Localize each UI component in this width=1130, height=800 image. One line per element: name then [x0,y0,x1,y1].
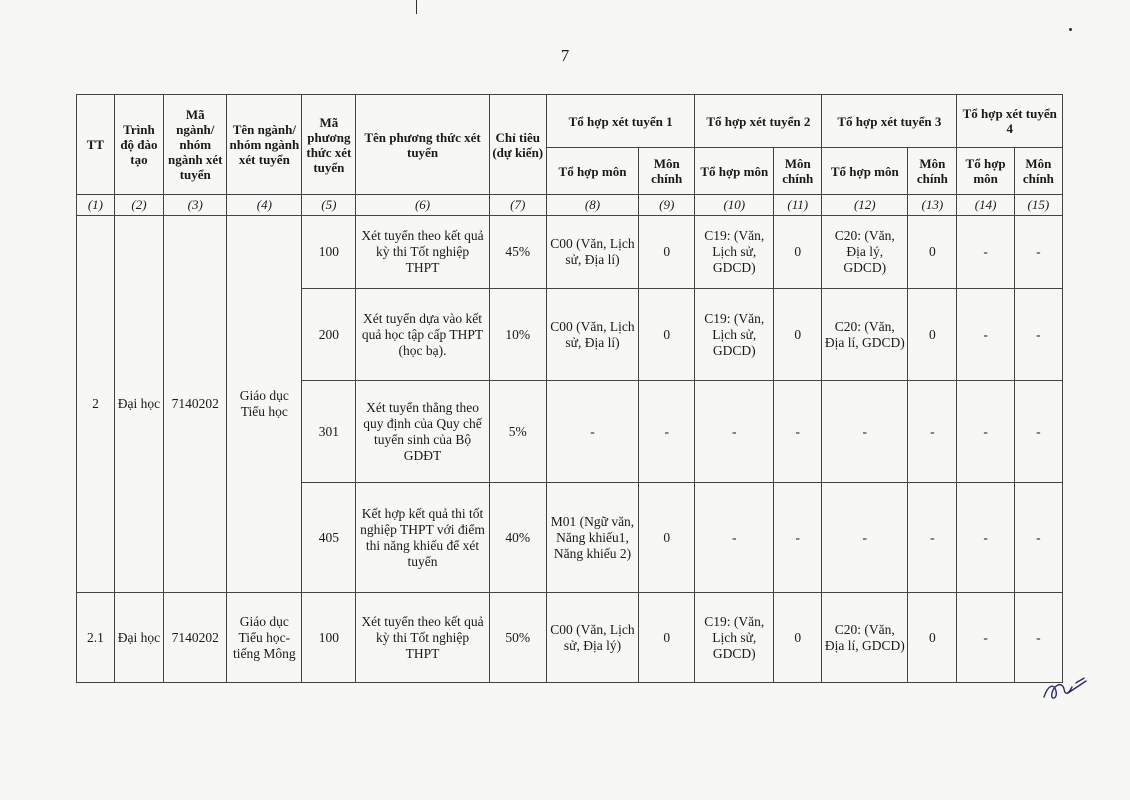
admission-table [76,94,1063,683]
cell-to-hop-mon: C20: (Văn, Địa lí, GDCD) [822,593,908,683]
cell-to-hop-mon: - [957,483,1014,593]
cell-to-hop-mon: - [546,381,638,483]
cell-mon-chinh: 0 [639,593,695,683]
cell-tt: 2.1 [77,593,115,683]
cell-trinh-do: Đại học [114,216,163,593]
cell-mon-chinh: 0 [908,593,957,683]
cell-ten-phuong-thuc: Kết hợp kết quả thi tốt nghiệp THPT với điểm thi năng khiếu để xét tuyển [356,483,489,593]
cell-ma-phuong-thuc: 100 [302,216,356,289]
cell-ten-nganh: Giáo dục Tiểu học- tiếng Mông [227,593,302,683]
column-index: (4) [227,195,302,216]
column-index: (15) [1014,195,1062,216]
header-to-hop-mon-2: Tổ hợp môn [695,148,774,195]
cell-to-hop-mon: - [957,593,1014,683]
cell-mon-chinh: - [774,381,822,483]
cell-to-hop-mon: - [957,381,1014,483]
header-to-hop-mon-4: Tổ hợp môn [957,148,1014,195]
cell-chi-tieu: 45% [489,216,546,289]
cell-to-hop-mon: - [957,216,1014,289]
column-index: (10) [695,195,774,216]
column-index: (8) [546,195,638,216]
cell-ten-phuong-thuc: Xét tuyển thẳng theo quy định của Quy chế tuyển sinh của Bộ GDĐT [356,381,489,483]
page-number: 7 [560,46,570,65]
header-to-hop-1: Tổ hợp xét tuyển 1 [546,95,694,148]
column-index: (11) [774,195,822,216]
cell-to-hop-mon: C20: (Văn, Địa lí, GDCD) [822,289,908,381]
cell-to-hop-mon: C19: (Văn, Lịch sử, GDCD) [695,289,774,381]
cell-ma-nganh: 7140202 [164,216,227,593]
cell-mon-chinh: 0 [639,483,695,593]
cell-tt: 2 [77,216,115,593]
header-ma-nganh: Mã ngành/ nhóm ngành xét tuyển [164,95,227,195]
cell-to-hop-mon: - [695,381,774,483]
header-to-hop-mon-1: Tổ hợp môn [546,148,638,195]
cell-mon-chinh: 0 [908,289,957,381]
cell-mon-chinh: - [908,483,957,593]
column-index: (9) [639,195,695,216]
cell-to-hop-mon: - [822,483,908,593]
cell-mon-chinh: - [1014,381,1062,483]
cell-mon-chinh: 0 [908,216,957,289]
cell-mon-chinh: 0 [639,216,695,289]
cell-ma-phuong-thuc: 100 [302,593,356,683]
cell-to-hop-mon: C00 (Văn, Lịch sử, Địa lí) [546,289,638,381]
column-index: (3) [164,195,227,216]
column-index: (14) [957,195,1014,216]
cell-ma-phuong-thuc: 405 [302,483,356,593]
cell-to-hop-mon: - [957,289,1014,381]
cell-ten-nganh: Giáo dục Tiểu học [227,216,302,593]
scan-dot [1069,28,1072,31]
header-ma-phuong-thuc: Mã phương thức xét tuyển [302,95,356,195]
cell-ten-phuong-thuc: Xét tuyển theo kết quả kỳ thi Tốt nghiệp THPT [356,216,489,289]
header-trinh-do: Trình độ đào tạo [114,95,163,195]
column-index: (1) [77,195,115,216]
column-index-row [77,195,1063,216]
cell-to-hop-mon: C19: (Văn, Lịch sử, GDCD) [695,593,774,683]
cell-trinh-do: Đại học [114,593,163,683]
cell-mon-chinh: - [639,381,695,483]
cell-mon-chinh: 0 [774,289,822,381]
cell-chi-tieu: 5% [489,381,546,483]
cell-ma-nganh: 7140202 [164,593,227,683]
header-to-hop-mon-3: Tổ hợp môn [822,148,908,195]
cell-chi-tieu: 40% [489,483,546,593]
header-to-hop-4: Tổ hợp xét tuyển 4 [957,95,1063,148]
cell-mon-chinh: - [1014,216,1062,289]
column-index: (13) [908,195,957,216]
header-mon-chinh-4: Môn chính [1014,148,1062,195]
cell-mon-chinh: - [774,483,822,593]
header-mon-chinh-2: Môn chính [774,148,822,195]
cell-chi-tieu: 10% [489,289,546,381]
column-index: (12) [822,195,908,216]
cell-to-hop-mon: C20: (Văn, Địa lý, GDCD) [822,216,908,289]
cell-to-hop-mon: - [822,381,908,483]
cell-ten-phuong-thuc: Xét tuyển dựa vào kết quả học tập cấp THPT (học bạ). [356,289,489,381]
cell-mon-chinh: - [908,381,957,483]
cell-ma-phuong-thuc: 301 [302,381,356,483]
header-to-hop-3: Tổ hợp xét tuyển 3 [822,95,957,148]
cell-ten-phuong-thuc: Xét tuyển theo kết quả kỳ thi Tốt nghiệp THPT [356,593,489,683]
cell-to-hop-mon: C00 (Văn, Lịch sử, Địa lý) [546,593,638,683]
header-ten-nganh: Tên ngành/ nhóm ngành xét tuyển [227,95,302,195]
header-tt: TT [77,95,115,195]
cell-ma-phuong-thuc: 200 [302,289,356,381]
header-ten-phuong-thuc: Tên phương thức xét tuyển [356,95,489,195]
header-to-hop-2: Tổ hợp xét tuyển 2 [695,95,822,148]
column-index: (6) [356,195,489,216]
header-mon-chinh-1: Môn chính [639,148,695,195]
cell-to-hop-mon: C00 (Văn, Lịch sử, Địa lí) [546,216,638,289]
table-row [77,593,1063,683]
scan-mark-top [416,0,417,14]
table-row [77,216,1063,289]
cell-mon-chinh: 0 [774,593,822,683]
header-chi-tieu: Chỉ tiêu (dự kiến) [489,95,546,195]
cell-mon-chinh: 0 [639,289,695,381]
cell-to-hop-mon: C19: (Văn, Lịch sử, GDCD) [695,216,774,289]
handwritten-initials-icon [1040,675,1090,705]
column-index: (5) [302,195,356,216]
cell-mon-chinh: 0 [774,216,822,289]
column-index: (2) [114,195,163,216]
cell-mon-chinh: - [1014,593,1062,683]
column-index: (7) [489,195,546,216]
cell-mon-chinh: - [1014,483,1062,593]
cell-chi-tieu: 50% [489,593,546,683]
cell-mon-chinh: - [1014,289,1062,381]
header-mon-chinh-3: Môn chính [908,148,957,195]
cell-to-hop-mon: - [695,483,774,593]
cell-to-hop-mon: M01 (Ngữ văn, Năng khiếu1, Năng khiếu 2) [546,483,638,593]
